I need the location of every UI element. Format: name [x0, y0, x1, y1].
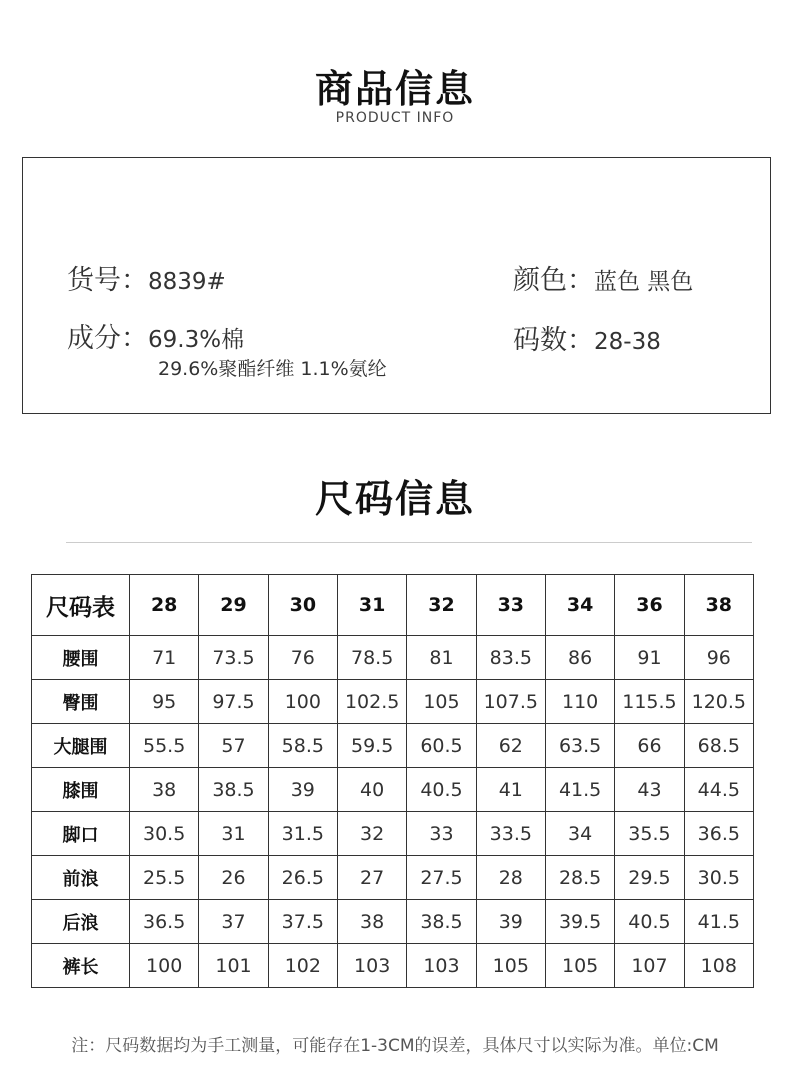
size-header-cell: 30: [268, 575, 337, 636]
table-cell: 34: [545, 812, 614, 856]
table-cell: 27.5: [407, 856, 476, 900]
table-cell: 37.5: [268, 900, 337, 944]
measurement-note: 注：尺码数据均为手工测量，可能存在1-3CM的误差，具体尺寸以实际为准。单位:CM: [71, 1036, 719, 1056]
color-label: 颜色：: [513, 265, 594, 296]
size-range-info: [513, 318, 661, 357]
color-value: 蓝色 黑色: [594, 269, 694, 295]
table-cell: 55.5: [130, 724, 199, 768]
size-header-cell: 33: [476, 575, 545, 636]
table-cell: 25.5: [130, 856, 199, 900]
table-cell: 63.5: [545, 724, 614, 768]
size-header-cell: 34: [545, 575, 614, 636]
table-cell: 120.5: [684, 680, 753, 724]
size-section-title: 尺码信息: [314, 477, 475, 521]
page-title: 商品信息: [314, 67, 475, 111]
row-label: 前浪: [32, 856, 130, 900]
table-cell: 102: [268, 944, 337, 988]
table-cell: 102.5: [337, 680, 406, 724]
table-cell: 29.5: [615, 856, 684, 900]
table-cell: 39: [268, 768, 337, 812]
table-cell: 28.5: [545, 856, 614, 900]
size-header-cell: 38: [684, 575, 753, 636]
table-cell: 68.5: [684, 724, 753, 768]
row-label: 臀围: [32, 680, 130, 724]
table-row: [32, 856, 754, 900]
table-row: [32, 812, 754, 856]
color-info: [513, 258, 693, 297]
table-cell: 107: [615, 944, 684, 988]
table-cell: 60.5: [407, 724, 476, 768]
table-cell: 95: [130, 680, 199, 724]
table-cell: 91: [615, 636, 684, 680]
material-label: 成分：: [67, 323, 148, 354]
row-label: 腰围: [32, 636, 130, 680]
table-row: [32, 636, 754, 680]
row-label: 裤长: [32, 944, 130, 988]
table-cell: 38.5: [199, 768, 268, 812]
size-header-cell: 36: [615, 575, 684, 636]
table-cell: 81: [407, 636, 476, 680]
table-cell: 39.5: [545, 900, 614, 944]
table-cell: 108: [684, 944, 753, 988]
section-divider: [66, 542, 752, 543]
item-number-value: 8839#: [148, 269, 226, 295]
item-number-label: 货号：: [67, 265, 148, 296]
table-cell: 43: [615, 768, 684, 812]
table-cell: 66: [615, 724, 684, 768]
table-cell: 31: [199, 812, 268, 856]
material-value-2: 29.6%聚酯纤维 1.1%氨纶: [158, 358, 387, 380]
material-value-1: 69.3%棉: [148, 327, 245, 353]
table-cell: 59.5: [337, 724, 406, 768]
size-header-cell: 28: [130, 575, 199, 636]
table-cell: 105: [407, 680, 476, 724]
table-cell: 31.5: [268, 812, 337, 856]
table-cell: 96: [684, 636, 753, 680]
table-cell: 35.5: [615, 812, 684, 856]
table-cell: 28: [476, 856, 545, 900]
table-cell: 107.5: [476, 680, 545, 724]
table-cell: 38: [130, 768, 199, 812]
table-cell: 76: [268, 636, 337, 680]
table-cell: 27: [337, 856, 406, 900]
table-cell: 41.5: [684, 900, 753, 944]
table-cell: 33.5: [476, 812, 545, 856]
table-cell: 101: [199, 944, 268, 988]
table-cell: 100: [130, 944, 199, 988]
size-range-label: 码数：: [513, 325, 594, 356]
row-label: 脚口: [32, 812, 130, 856]
table-cell: 30.5: [684, 856, 753, 900]
table-cell: 30.5: [130, 812, 199, 856]
product-info-box: [22, 157, 771, 414]
table-cell: 73.5: [199, 636, 268, 680]
table-cell: 26: [199, 856, 268, 900]
size-header-cell: 31: [337, 575, 406, 636]
table-row: [32, 768, 754, 812]
table-row: [32, 680, 754, 724]
table-cell: 103: [407, 944, 476, 988]
table-cell: 40.5: [615, 900, 684, 944]
table-cell: 26.5: [268, 856, 337, 900]
table-cell: 33: [407, 812, 476, 856]
table-header-row: [32, 575, 754, 636]
table-cell: 62: [476, 724, 545, 768]
size-table: [31, 574, 754, 988]
table-cell: 32: [337, 812, 406, 856]
size-header-cell: 29: [199, 575, 268, 636]
table-cell: 39: [476, 900, 545, 944]
page-subtitle: PRODUCT INFO: [335, 110, 455, 126]
table-cell: 36.5: [130, 900, 199, 944]
table-cell: 100: [268, 680, 337, 724]
table-cell: 41.5: [545, 768, 614, 812]
table-cell: 105: [545, 944, 614, 988]
table-cell: 37: [199, 900, 268, 944]
size-range-value: 28-38: [594, 329, 661, 355]
table-cell: 110: [545, 680, 614, 724]
row-label: 膝围: [32, 768, 130, 812]
item-number: [67, 258, 226, 297]
table-cell: 36.5: [684, 812, 753, 856]
table-cell: 38.5: [407, 900, 476, 944]
table-row: [32, 724, 754, 768]
table-cell: 97.5: [199, 680, 268, 724]
table-cell: 86: [545, 636, 614, 680]
table-cell: 71: [130, 636, 199, 680]
table-cell: 41: [476, 768, 545, 812]
table-cell: 58.5: [268, 724, 337, 768]
table-cell: 115.5: [615, 680, 684, 724]
table-cell: 40: [337, 768, 406, 812]
table-cell: 44.5: [684, 768, 753, 812]
size-header-cell: 32: [407, 575, 476, 636]
row-label: 后浪: [32, 900, 130, 944]
table-cell: 83.5: [476, 636, 545, 680]
table-cell: 38: [337, 900, 406, 944]
row-label: 大腿围: [32, 724, 130, 768]
table-corner-label: 尺码表: [32, 575, 130, 636]
table-cell: 78.5: [337, 636, 406, 680]
table-row: [32, 900, 754, 944]
table-cell: 105: [476, 944, 545, 988]
table-cell: 57: [199, 724, 268, 768]
material-info: [67, 316, 244, 355]
table-row: [32, 944, 754, 988]
table-cell: 40.5: [407, 768, 476, 812]
table-cell: 103: [337, 944, 406, 988]
